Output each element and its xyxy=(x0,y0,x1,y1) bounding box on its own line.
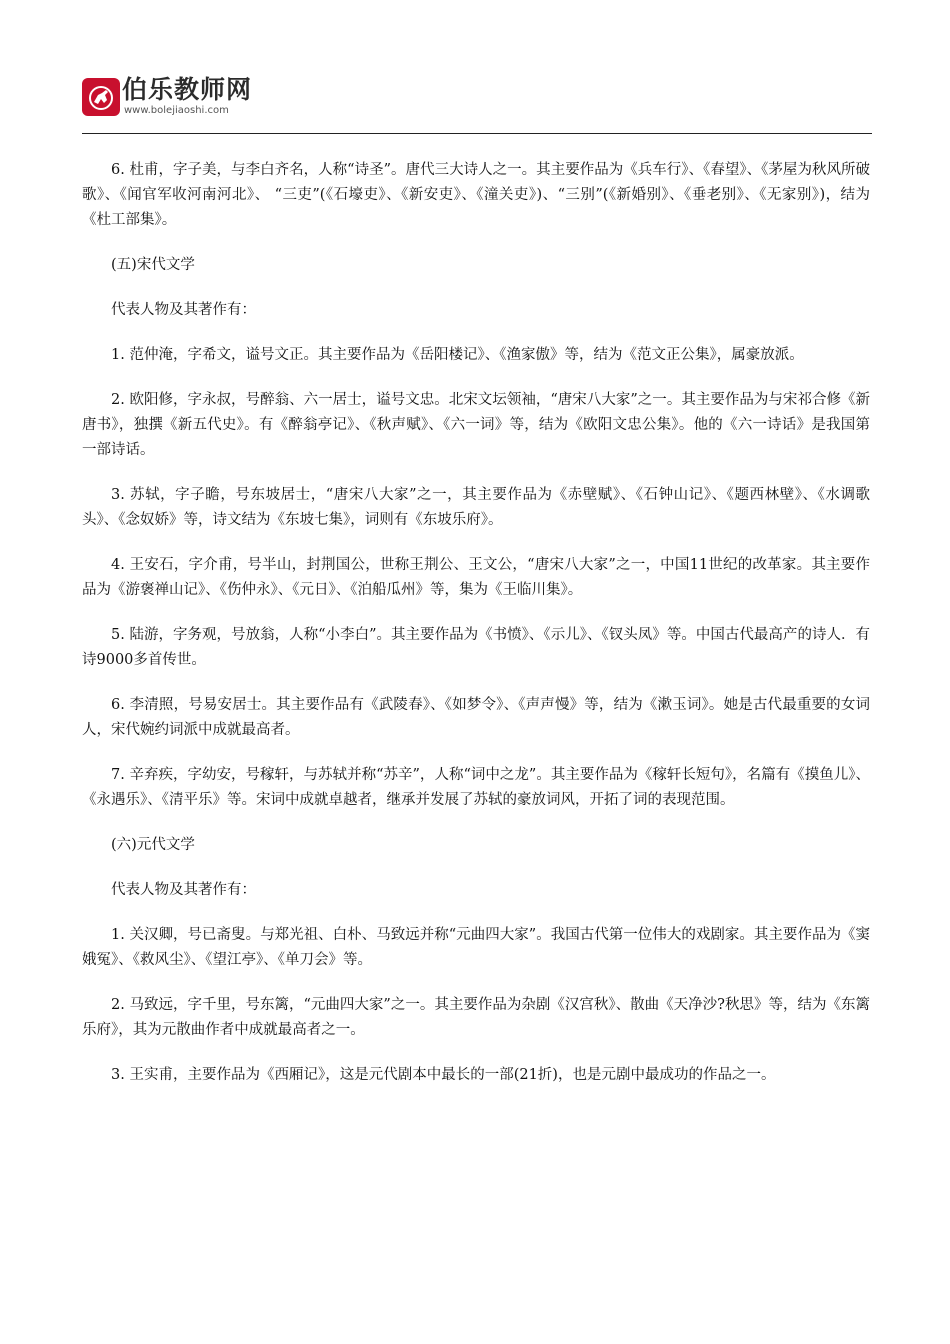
header-divider xyxy=(82,133,872,134)
paragraph-wang-shifu: 3. 王实甫，主要作品为《西厢记》，这是元代剧本中最长的一部(21折)，也是元剧中最成功的作品之一。 xyxy=(111,1067,776,1083)
paragraph-lu-you: 5. 陆游，字务观，号放翁，人称“小李白”。其主要作品为《书愤》、《示儿》、《钗头凤》等。中国古代最高产的诗人．有诗9000多首传世。 xyxy=(82,627,870,668)
subheading-representatives-song: 代表人物及其著作有： xyxy=(111,302,256,318)
logo-title: 伯乐教师网 xyxy=(122,75,253,104)
paragraph-ouyang-xiu: 2. 欧阳修，字永叔，号醉翁、六一居士，谥号文忠。北宋文坛领袖，“唐宋八大家”之一。其主要作品为与宋祁合修《新唐书》，独撰《新五代史》。有《醉翁亭记》、《秋声赋》、《六一词》等，结为《欧阳文忠公集》。他的《六一诗话》是我国第一部诗话。 xyxy=(82,392,870,458)
section-heading-song: (五)宋代文学 xyxy=(111,257,195,273)
logo-url: www.bolejiaoshi.com xyxy=(124,105,229,116)
horse-logo-icon xyxy=(82,78,120,116)
page-header xyxy=(82,76,872,134)
site-logo[interactable] xyxy=(82,76,312,122)
paragraph-wang-anshi: 4. 王安石，字介甫，号半山，封荆国公，世称王荆公、王文公，“唐宋八大家”之一，中国11世纪的改革家。其主要作品为《游褒禅山记》、《伤仲永》、《元日》、《泊船瓜州》等，集为《王临川集》。 xyxy=(82,557,870,598)
section-heading-yuan: (六)元代文学 xyxy=(111,837,195,853)
subheading-representatives-yuan: 代表人物及其著作有： xyxy=(111,882,256,898)
paragraph-su-shi: 3. 苏轼，字子瞻，号东坡居士，“唐宋八大家”之一，其主要作品为《赤壁赋》、《石钟山记》、《题西林壁》、《水调歌头》、《念奴娇》等，诗文结为《东坡七集》，词则有《东坡乐府》。 xyxy=(82,487,870,528)
paragraph-xin-qiji: 7. 辛弃疾，字幼安，号稼轩，与苏轼并称“苏辛”，人称“词中之龙”。其主要作品为《稼轩长短句》，名篇有《摸鱼儿》、《永遇乐》、《清平乐》等。宋词中成就卓越者，继承并发展了苏轼的豪放词风，开拓了词的表现范围。 xyxy=(82,767,870,808)
document-body xyxy=(82,158,870,1108)
paragraph-du-fu: 6. 杜甫，字子美，与李白齐名，人称“诗圣”。唐代三大诗人之一。其主要作品为《兵车行》、《春望》、《茅屋为秋风所破歌》、《闻官军收河南河北》、 “三吏”(《石壕吏》、《新安吏》、《潼关吏》)、“三别”(《新婚别》、《垂老别》、《无家别》)，结为《杜工部集》。 xyxy=(82,162,870,228)
paragraph-li-qingzhao: 6. 李清照，号易安居士。其主要作品有《武陵春》、《如梦令》、《声声慢》等，结为《漱玉词》。她是古代最重要的女词人，宋代婉约词派中成就最高者。 xyxy=(82,697,870,738)
paragraph-fan-zhongyan: 1. 范仲淹，字希文，谥号文正。其主要作品为《岳阳楼记》、《渔家傲》等，结为《范文正公集》，属豪放派。 xyxy=(111,347,804,363)
paragraph-ma-zhiyuan: 2. 马致远，字千里，号东篱，“元曲四大家”之一。其主要作品为杂剧《汉宫秋》、散曲《天净沙?秋思》等，结为《东篱乐府》，其为元散曲作者中成就最高者之一。 xyxy=(82,997,870,1038)
paragraph-guan-hanqing: 1. 关汉卿，号已斋叟。与郑光祖、白朴、马致远并称“元曲四大家”。我国古代第一位伟大的戏剧家。其主要作品为《窦娥冤》、《救风尘》、《望江亭》、《单刀会》等。 xyxy=(82,927,870,968)
